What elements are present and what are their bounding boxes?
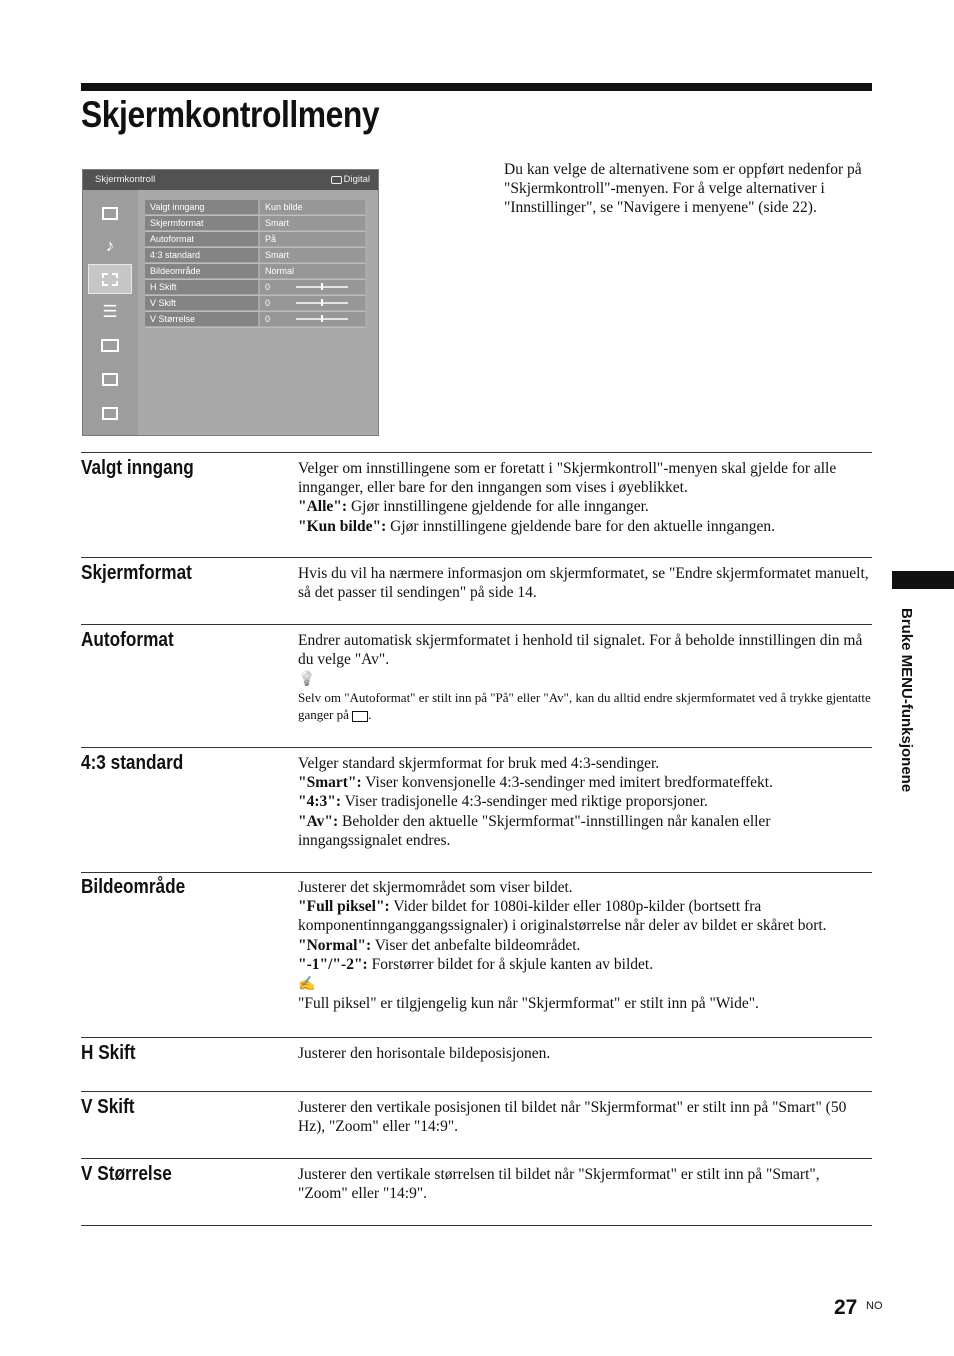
tv-menu-row[interactable] [145, 280, 365, 296]
tv-menu-row[interactable] [145, 264, 365, 280]
option-text: Justerer den vertikale posisjonen til bildet når "Skjermformat" er stilt inn på "Smart" (50 Hz), "Zoom" eller "14:9". [298, 1099, 847, 1136]
tv-menu-row-value-text: 0 [265, 282, 271, 292]
description-line [298, 878, 873, 897]
option-text: Viser tradisjonelle 4:3-sendinger med riktige proporsjoner. [341, 793, 708, 811]
description-line [298, 792, 873, 811]
tv-menu-row-value [260, 264, 365, 278]
option-text: Forstørrer bildet for å skjule kanten av bildet. [367, 955, 654, 973]
tv-menu-row-label: Skjermformat [145, 216, 258, 230]
description-line [298, 631, 873, 669]
intro-text: Du kan velge de alternativene som er oppført nedenfor på "Skjermkontroll"-menyen. For å velge alternativer i "Innstillinger", se "Navigere i menyene" (side 22). [504, 161, 862, 216]
section-description [298, 1044, 873, 1063]
section-term: Bildeområde [81, 876, 186, 898]
tv-menu-row-value-text: Smart [265, 218, 290, 228]
option-text: Justerer den vertikale størrelsen til bildet når "Skjermformat" er stilt inn på "Smart", "Zoom" eller "14:9". [298, 1166, 820, 1203]
description-line [298, 1098, 873, 1136]
description-line [298, 459, 873, 497]
tv-menu-header [83, 170, 378, 190]
section-description [298, 564, 873, 602]
picture-icon[interactable] [88, 198, 132, 228]
tv-menu-row-value-text: Smart [265, 250, 290, 260]
tv-menu-row-label: Bildeområde [145, 264, 258, 278]
tv-menu-row-value-text: Normal [265, 266, 295, 276]
section-term: V Størrelse [81, 1163, 172, 1185]
tv-menu-row-value [260, 200, 365, 214]
tv-menu-row-label: Valgt inngang [145, 200, 258, 214]
tv-menu-row[interactable] [145, 232, 365, 248]
tv-menu-source [331, 174, 370, 185]
music-note-icon[interactable]: ♪ [105, 236, 115, 255]
option-text: Hvis du vil ha nærmere informasjon om skjermformatet, se "Endre skjermformatet manuelt, så det passer til sendingen" på side 14. [298, 565, 869, 602]
option-text: Justerer det skjermområdet som viser bildet. [298, 879, 573, 896]
hint-text [298, 689, 873, 723]
tv-menu-row[interactable] [145, 248, 365, 264]
description-line [298, 564, 873, 602]
option-name: "Full piksel": [298, 898, 390, 916]
tv-menu-source-label: Digital [343, 174, 370, 185]
tv-slider-track[interactable] [296, 302, 348, 304]
option-text: Velger om innstillingene som er foretatt i "Skjermkontroll"-menyen skal gjelde for alle innganger, eller bare for den inngangen som vises i øyeblikket. [298, 460, 837, 497]
screen-control-icon[interactable] [88, 264, 132, 294]
side-tab-label: Bruke MENU-funksjonene [898, 608, 915, 793]
tv-menu-row-value-text: 0 [265, 298, 271, 308]
tv-menu-row[interactable] [145, 312, 365, 328]
tv-menu-row-value [260, 280, 365, 294]
tv-input-icon[interactable] [88, 398, 132, 428]
description-line [298, 517, 873, 536]
description-line [298, 1165, 873, 1203]
tv-menu-screenshot [82, 169, 379, 436]
tv-menu-row-value [260, 312, 365, 326]
hint-body: Selv om "Autoformat" er stilt inn på "På" eller "Av", kan du alltid endre skjermformatet ved å trykke gjentatte ganger på [298, 690, 871, 723]
section-rule [81, 872, 872, 873]
option-name: "Alle": [298, 498, 348, 516]
option-name: "-1"/"-2": [298, 955, 368, 973]
tv-menu-row-value [260, 248, 365, 262]
section-term: V Skift [81, 1096, 135, 1118]
page-number: 27 [834, 1296, 858, 1319]
tv-menu-row[interactable] [145, 296, 365, 312]
tv-menu-row-label: V Størrelse [145, 312, 258, 326]
description-line [298, 773, 873, 792]
tv-menu-row-label: H Skift [145, 280, 258, 294]
option-text: Viser det anbefalte bildeområdet. [371, 936, 581, 954]
section-rule [81, 557, 872, 558]
option-text: Vider bildet for 1080i-kilder eller 1080p-kilder (bortsett fra komponentinnganggangssignaler) i originalstørrelse når deler av bildet er skåret bort. [298, 898, 827, 935]
pc-input-icon[interactable] [88, 364, 132, 394]
tv-slider-track[interactable] [296, 318, 348, 320]
tv-menu-row-value [260, 232, 365, 246]
top-rule [81, 83, 872, 91]
tv-slider-track[interactable] [296, 286, 348, 288]
source-icon [331, 176, 342, 184]
tv-menu-rows [145, 200, 365, 328]
description-line [298, 897, 873, 935]
tv-slider-knob[interactable] [321, 283, 323, 290]
description-line [298, 1044, 873, 1063]
section-rule [81, 1091, 872, 1092]
option-text: Gjør innstillingene gjeldende for alle innganger. [347, 498, 649, 516]
tv-menu-row-label: 4:3 standard [145, 248, 258, 262]
tv-menu-row-label: Autoformat [145, 232, 258, 246]
tv-menu-row-label: V Skift [145, 296, 258, 310]
tv-slider-knob[interactable] [321, 315, 323, 322]
option-text: Gjør innstillingene gjeldende bare for den aktuelle inngangen. [386, 517, 775, 535]
tv-menu-row-value-text: Kun bilde [265, 202, 303, 212]
option-text: Endrer automatisk skjermformatet i henhold til signalet. For å beholde innstillingen din må du velge "Av". [298, 632, 863, 669]
tv-slider-knob[interactable] [321, 299, 323, 306]
wide-button-icon [352, 711, 368, 722]
section-description [298, 1165, 873, 1203]
side-tab-marker [892, 571, 954, 589]
option-text: Viser konvensjonelle 4:3-sendinger med imitert bredformateffekt. [361, 774, 773, 792]
settings-list-icon[interactable]: ☰ [102, 302, 118, 321]
description-line [298, 497, 873, 516]
section-description [298, 1098, 873, 1136]
tv-menu-row-value-text: På [265, 234, 277, 244]
section-rule [81, 747, 872, 748]
note-pencil-icon: ✍ [298, 977, 316, 993]
hint-lightbulb-icon: 💡 [298, 672, 316, 688]
description-line [298, 754, 873, 773]
tv-menu-title: Skjermkontroll [95, 174, 156, 185]
description-line [298, 812, 873, 850]
section-description [298, 459, 873, 536]
option-name: "4:3": [298, 793, 342, 811]
description-line [298, 955, 873, 974]
tv-menu-row[interactable] [145, 216, 365, 232]
page-title: Skjermkontrollmeny [81, 94, 380, 135]
hint-end: . [368, 707, 372, 723]
section-rule [81, 1037, 872, 1038]
option-name: "Normal": [298, 936, 372, 954]
option-name: "Smart": [298, 774, 362, 792]
section-rule [81, 624, 872, 625]
section-term: 4:3 standard [81, 752, 184, 774]
section-rule [81, 452, 872, 453]
tv-menu-row[interactable] [145, 200, 365, 216]
option-text: Beholder den aktuelle "Skjermformat"-innstillingen når kanalen eller inngangssignalet endres. [298, 812, 771, 849]
tv-menu-sidebar [83, 190, 138, 435]
tv-menu-row-value [260, 296, 365, 310]
section-rule [81, 1158, 872, 1159]
section-term: Autoformat [81, 629, 174, 651]
section-description [298, 631, 873, 723]
section-description [298, 878, 873, 1013]
section-term: H Skift [81, 1042, 136, 1064]
option-name: "Av": [298, 812, 339, 830]
option-text: Velger standard skjermformat for bruk med 4:3-sendinger. [298, 755, 660, 772]
section-description [298, 754, 873, 850]
section-term: Valgt inngang [81, 457, 194, 479]
page-language: NO [866, 1300, 883, 1312]
option-name: "Kun bilde": [298, 517, 387, 535]
section-term: Skjermformat [81, 562, 192, 584]
section-rule [81, 1225, 872, 1226]
option-text: Justerer den horisontale bildeposisjonen. [298, 1045, 551, 1062]
note-text: "Full piksel" er tilgjengelig kun når "Skjermformat" er stilt inn på "Wide". [298, 995, 759, 1013]
tv-menu-row-value-text: 0 [265, 314, 271, 324]
tv-menu-row-value [260, 216, 365, 230]
description-line [298, 936, 873, 955]
display-icon[interactable] [88, 330, 132, 360]
